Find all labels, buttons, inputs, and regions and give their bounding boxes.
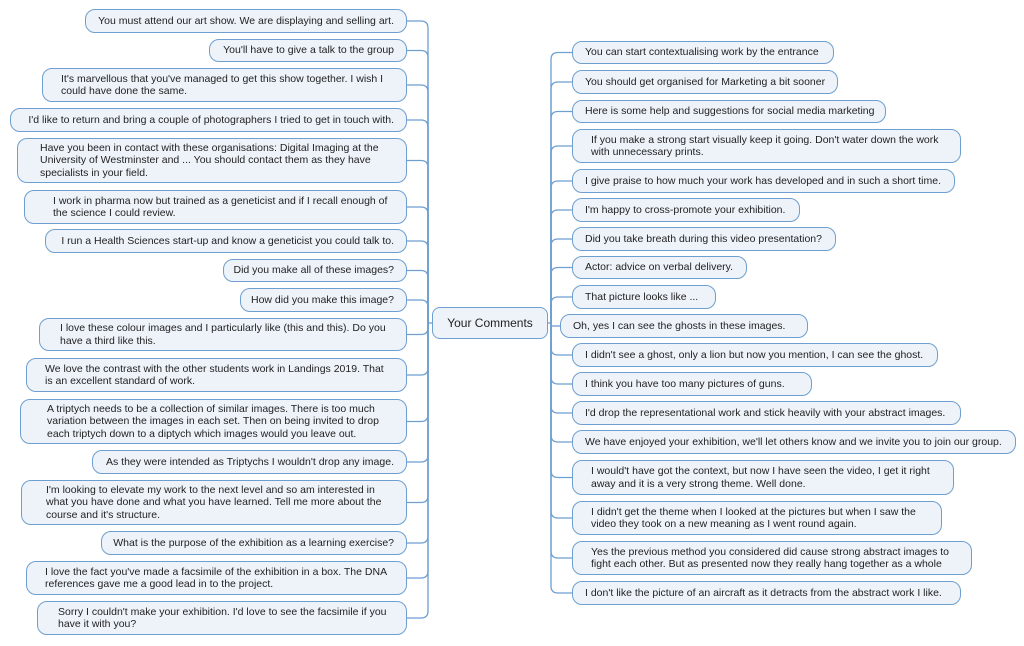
left-comment-17[interactable]: Sorry I couldn't make your exhibition. I'd love to see the facsimile if you have it with you?	[37, 601, 407, 635]
connector-right-18	[551, 323, 572, 593]
right-comment-3[interactable]: Here is some help and suggestions for social media marketing	[572, 100, 886, 123]
right-comment-18[interactable]: I don't like the picture of an aircraft as it detracts from the abstract work I like.	[572, 581, 961, 605]
right-comment-14[interactable]: We have enjoyed your exhibition, we'll let others know and we invite you to join our group.	[572, 430, 1016, 454]
right-comment-6[interactable]: I'm happy to cross-promote your exhibition.	[572, 198, 800, 222]
left-comment-6[interactable]: I work in pharma now but trained as a geneticist and if I recall enough of the science I could review.	[24, 190, 407, 224]
right-comment-11[interactable]: I didn't see a ghost, only a lion but now you mention, I can see the ghost.	[572, 343, 938, 367]
connector-left-17	[407, 323, 428, 618]
right-comment-7[interactable]: Did you take breath during this video presentation?	[572, 227, 836, 251]
left-comment-4[interactable]: I'd like to return and bring a couple of photographers I tried to get in touch with.	[10, 108, 407, 132]
left-comment-13[interactable]: As they were intended as Triptychs I wouldn't drop any image.	[92, 450, 407, 474]
connector-left-11	[407, 323, 428, 375]
connector-left-10	[407, 323, 428, 335]
left-comment-8[interactable]: Did you make all of these images?	[223, 259, 407, 282]
right-comment-10[interactable]: Oh, yes I can see the ghosts in these images.	[560, 314, 808, 338]
left-comment-7[interactable]: I run a Health Sciences start-up and know a geneticist you could talk to.	[45, 229, 407, 253]
connector-left-6	[407, 207, 428, 323]
connector-right-7	[551, 239, 572, 323]
right-comment-12[interactable]: I think you have too many pictures of guns.	[572, 372, 812, 396]
left-comment-9[interactable]: How did you make this image?	[240, 288, 407, 312]
left-comment-12[interactable]: A triptych needs to be a collection of similar images. There is too much variation between the images in each set. Then on being invited to drop each triptych down to a diptych which images would you leave out.	[20, 399, 407, 444]
connector-left-1	[407, 21, 428, 323]
right-comment-4[interactable]: If you make a strong start visually keep it going. Don't water down the work with unnecessary prints.	[572, 129, 961, 163]
connector-left-9	[407, 300, 428, 323]
connector-right-15	[551, 323, 572, 478]
left-comment-15[interactable]: What is the purpose of the exhibition as a learning exercise?	[101, 531, 407, 555]
right-comment-5[interactable]: I give praise to how much your work has developed and in such a short time.	[572, 169, 955, 193]
right-comment-9[interactable]: That picture looks like ...	[572, 285, 716, 309]
connector-left-13	[407, 323, 428, 462]
left-comment-14[interactable]: I'm looking to elevate my work to the next level and so am interested in what you have done and what you have learned. Tell me more about the course and it's structure.	[21, 480, 407, 525]
right-comment-15[interactable]: I would't have got the context, but now I have seen the video, I get it right away and it is a very strong theme. Well done.	[572, 460, 954, 495]
connector-left-7	[407, 241, 428, 323]
connector-left-12	[407, 323, 428, 422]
connector-right-2	[551, 82, 572, 323]
left-comment-5[interactable]: Have you been in contact with these organisations: Digital Imaging at the University of Westminster and ... You should contact them as they have specialists in your field.	[17, 138, 407, 183]
connector-right-3	[551, 112, 572, 324]
left-comment-16[interactable]: I love the fact you've made a facsimile of the exhibition in a box. The DNA references gave me a good lead in to the project.	[26, 561, 407, 595]
connector-right-6	[551, 210, 572, 323]
connector-right-16	[551, 323, 572, 518]
left-comment-2[interactable]: You'll have to give a talk to the group	[209, 39, 407, 62]
left-comment-10[interactable]: I love these colour images and I particularly like (this and this). Do you have a third like this.	[39, 318, 407, 351]
central-topic[interactable]: Your Comments	[432, 307, 548, 339]
connector-left-2	[407, 51, 428, 324]
right-comment-13[interactable]: I'd drop the representational work and stick heavily with your abstract images.	[572, 401, 961, 425]
connector-right-5	[551, 181, 572, 323]
right-comment-2[interactable]: You should get organised for Marketing a bit sooner	[572, 70, 838, 94]
right-comment-1[interactable]: You can start contextualising work by the entrance	[572, 41, 834, 64]
connector-left-14	[407, 323, 428, 503]
left-comment-1[interactable]: You must attend our art show. We are displaying and selling art.	[85, 9, 407, 33]
left-comment-3[interactable]: It's marvellous that you've managed to get this show together. I wish I could have done the same.	[42, 68, 407, 102]
right-comment-17[interactable]: Yes the previous method you considered did cause strong abstract images to fight each other. But as presented now they really hang together as a whole	[572, 541, 972, 575]
connector-left-15	[407, 323, 428, 543]
right-comment-16[interactable]: I didn't get the theme when I looked at the pictures but when I saw the video they took on a new meaning as I went round again.	[572, 501, 942, 535]
connector-left-8	[407, 271, 428, 324]
connector-left-4	[407, 120, 428, 323]
connector-right-1	[551, 53, 572, 324]
left-comment-11[interactable]: We love the contrast with the other students work in Landings 2019. That is an excellent standard of work.	[26, 358, 407, 392]
connector-left-16	[407, 323, 428, 578]
right-comment-8[interactable]: Actor: advice on verbal delivery.	[572, 256, 747, 279]
